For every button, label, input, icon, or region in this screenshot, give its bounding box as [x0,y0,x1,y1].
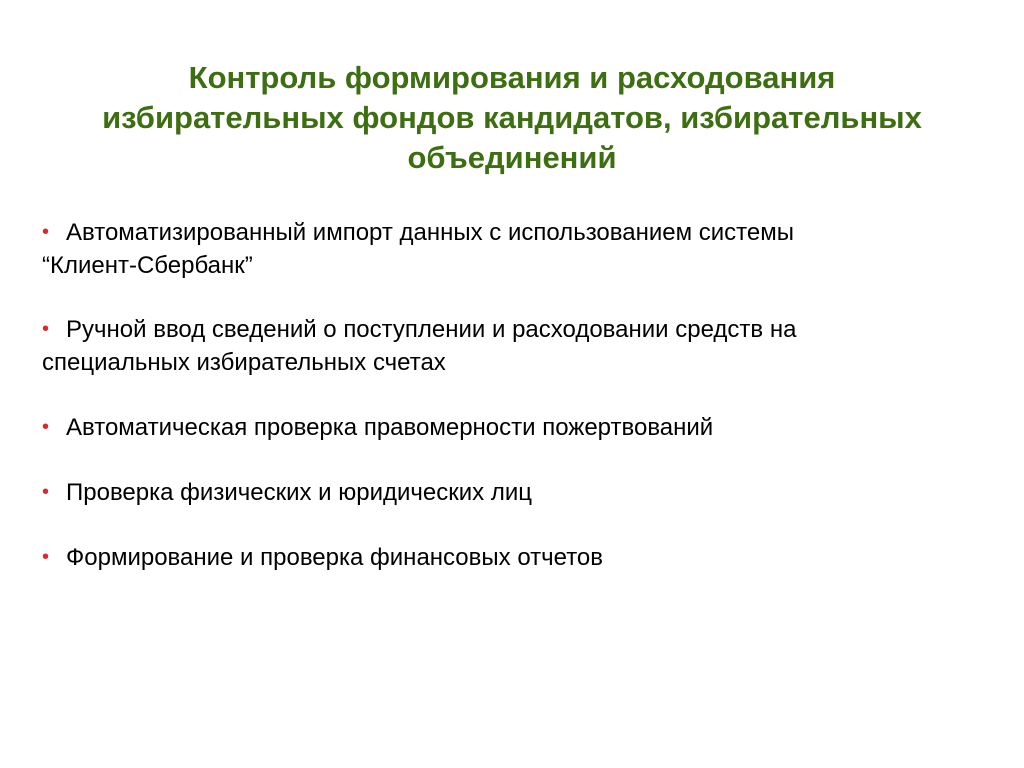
bullet-text-line-2: “Клиент-Сбербанк” [42,252,253,279]
bullet-text-line-1: Формирование и проверка финансовых отчетов [66,544,604,571]
slide-title [20,58,1004,178]
title-line-2: избирательных фондов кандидатов, избирательных [102,100,922,135]
bullet-dot-icon: • [42,546,50,568]
bullet-item-persons-check [42,476,1002,509]
bullet-text-line-1: Автоматическая проверка правомерности пожертвований [66,414,714,441]
bullet-item-sberbank-import [42,216,1002,282]
bullet-dot-icon: • [42,416,50,438]
bullet-text-line-2: специальных избирательных счетах [42,349,446,376]
bullet-item-donation-check [42,411,1002,444]
bullet-item-manual-input [42,313,1002,379]
title-line-3: объединений [407,140,617,175]
bullet-dot-icon: • [42,481,50,503]
bullet-item-financial-reports [42,541,1002,574]
bullet-text-line-1: Автоматизированный импорт данных с использованием системы [66,219,795,246]
bullet-dot-icon: • [42,221,50,243]
bullet-text-line-1: Проверка физических и юридических лиц [66,479,532,506]
title-line-1: Контроль формирования и расходования [188,60,836,95]
bullet-dot-icon: • [42,318,50,340]
bullet-text-line-1: Ручной ввод сведений о поступлении и расходовании средств на [66,316,797,343]
